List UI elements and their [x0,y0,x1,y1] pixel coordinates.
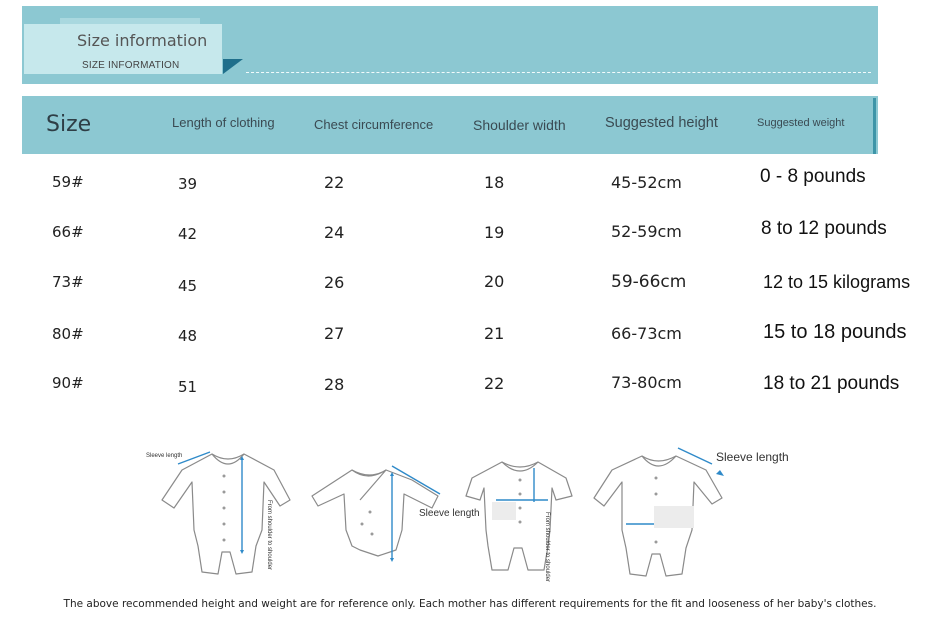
header-size: Size [46,112,92,137]
size-table-header [22,96,878,154]
cell-chest: 27 [324,324,345,343]
banner-dashed-line [246,72,871,73]
cell-weight: 12 to 15 kilograms [763,272,911,292]
banner-corner-decoration [223,59,243,74]
cell-height: 59-66cm [611,272,687,292]
header-chest: Chest circumference [314,117,434,132]
cell-weight: 15 to 18 pounds [763,321,907,343]
cell-chest: 22 [324,173,345,192]
fig1-sleeve-label: Sleeve length [146,453,183,459]
header-weight: Suggested weight [757,117,845,129]
cell-size: 59# [52,173,84,191]
cell-size: 66# [52,223,84,241]
header-shoulder: Shoulder width [473,117,566,133]
cell-length: 45 [178,277,198,295]
cell-length: 51 [178,378,198,396]
size-info-banner [22,6,878,84]
garment-measurement-illustrations [0,430,940,590]
cell-chest: 24 [324,223,345,242]
cell-chest: 26 [324,273,345,292]
romper-short-sleeve-icon [466,462,572,583]
cell-height: 45-52cm [611,173,682,192]
cell-weight: 8 to 12 pounds [761,218,887,239]
cell-size: 90# [52,374,84,392]
cell-shoulder: 18 [484,173,505,192]
cell-weight: 0 - 8 pounds [760,166,866,187]
cell-weight: 18 to 21 pounds [763,373,900,394]
fig2-sleeve-label: Sleeve length [419,508,480,519]
cell-size: 73# [52,273,84,291]
fig4-sleeve-label: Sleeve length [716,450,789,464]
cell-height: 66-73cm [611,324,682,343]
cell-chest: 28 [324,375,345,394]
header-height: Suggested height [605,115,718,131]
reference-disclaimer: The above recommended height and weight are for reference only. Each mother has different requirements for the fit and looseness of her baby's clothes. [63,598,877,610]
fig3-shoulder-label: From shoulder to shoulder [544,512,550,583]
cell-shoulder: 19 [484,223,505,242]
banner-subtitle: SIZE INFORMATION [82,60,180,71]
cell-shoulder: 22 [484,374,505,393]
cell-length: 48 [178,327,198,345]
fig1-shoulder-label: From shoulder to shoulder [266,500,272,571]
header-length: Length of clothing [172,115,275,130]
cell-height: 73-80cm [611,373,682,392]
cell-length: 39 [178,175,198,193]
header-edge-decoration [873,98,876,154]
banner-title: Size information [77,31,208,50]
cell-length: 42 [178,225,198,243]
cell-shoulder: 20 [484,272,505,291]
cell-size: 80# [52,325,84,343]
cell-height: 52-59cm [611,222,682,241]
cell-shoulder: 21 [484,324,505,343]
